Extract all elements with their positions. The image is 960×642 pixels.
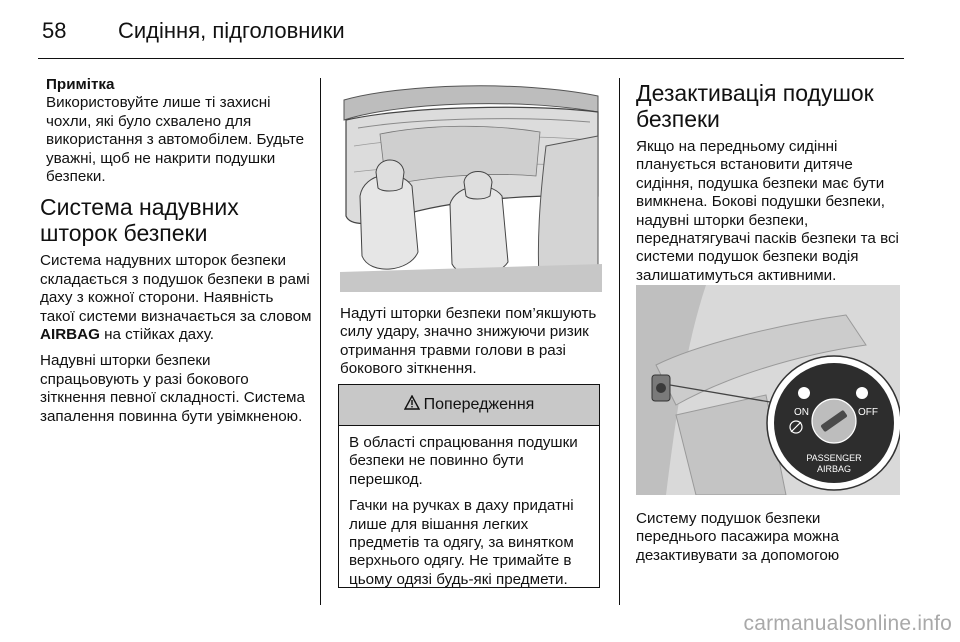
para-text: Система надувних шторок безпеки складається з подушок безпеки в рамі даху з кожної сторони. Наявність такої системи визначається за словом <box>40 252 312 325</box>
switch-label-line2: AIRBAG <box>816 464 852 474</box>
note-text: Використовуйте лише ті захисні чохли, які було схвалено для використання з автомобілем. Будьте уважні, щоб не накрити подушки безпеки. <box>46 94 305 186</box>
warning-body <box>339 426 599 589</box>
switch-label-line1: PASSENGER <box>806 453 862 463</box>
warning-text-2: Гачки на ручках в даху придатні лише для вішання легких предметів та одягу, за винятком верхнього одягу. Не тримайте в цьому одязі будь-які предмети. <box>349 497 574 588</box>
column-divider-1 <box>320 78 321 605</box>
airbag-word: AIRBAG <box>40 326 100 344</box>
column-divider-2 <box>619 78 620 605</box>
section-title-curtain-airbags: Система надувних шторок безпеки <box>40 194 239 247</box>
airbag-switch-illustration <box>636 285 900 495</box>
section-title-deactivation: Дезактивація подушок безпеки <box>636 80 874 132</box>
switch-on-label: ON <box>794 407 809 418</box>
warning-box <box>338 384 600 588</box>
warning-triangle-icon <box>404 395 420 415</box>
figure-caption-curtain <box>340 305 602 387</box>
page-title: Сидіння, підголовники <box>118 18 345 43</box>
paragraph-deactivation: Якщо на передньому сидінні планується встановити дитяче сидіння, подушка безпеки має бути вимкнена. Бокові подушки безпеки, надувні шторки безпеки, переднатягувачі пасків безпеки та всі системи подушок безпеки водія залишатимуться активними. <box>636 138 899 284</box>
paragraph-curtain-system <box>40 252 312 344</box>
note-title: Примітка <box>46 76 115 93</box>
warning-header <box>339 385 599 426</box>
column-3 <box>636 76 904 293</box>
figure-caption-switch <box>636 510 904 573</box>
page-number: 58 <box>42 18 67 43</box>
warning-title: Попередження <box>423 396 535 413</box>
paragraph-curtain-deploy: Надувні шторки безпеки спрацьовують у разі бокового зіткнення певної складності. Система запалення повинна бути увімкненою. <box>40 352 305 425</box>
para-text-end: на стійках даху. <box>99 326 215 344</box>
column-1 <box>40 76 312 434</box>
page-header <box>38 12 904 56</box>
airbag-switch-drawing <box>636 285 900 495</box>
header-rule <box>38 58 904 59</box>
caption-switch-text: Систему подушок безпеки переднього пасажира можна дезактивувати за допомогою <box>636 510 840 564</box>
car-interior-drawing <box>340 76 602 292</box>
curtain-airbag-illustration <box>340 76 602 292</box>
caption-text: Надуті шторки безпеки пом’якшують силу удару, значно знижуючи ризик отримання травми голови в разі бокового зіткнення. <box>340 305 597 378</box>
watermark-url: carmanualsonline.info <box>743 612 952 635</box>
switch-off-label: OFF <box>858 407 878 418</box>
warning-text-1: В області спрацювання подушки безпеки не повинно бути перешкод. <box>349 434 578 488</box>
